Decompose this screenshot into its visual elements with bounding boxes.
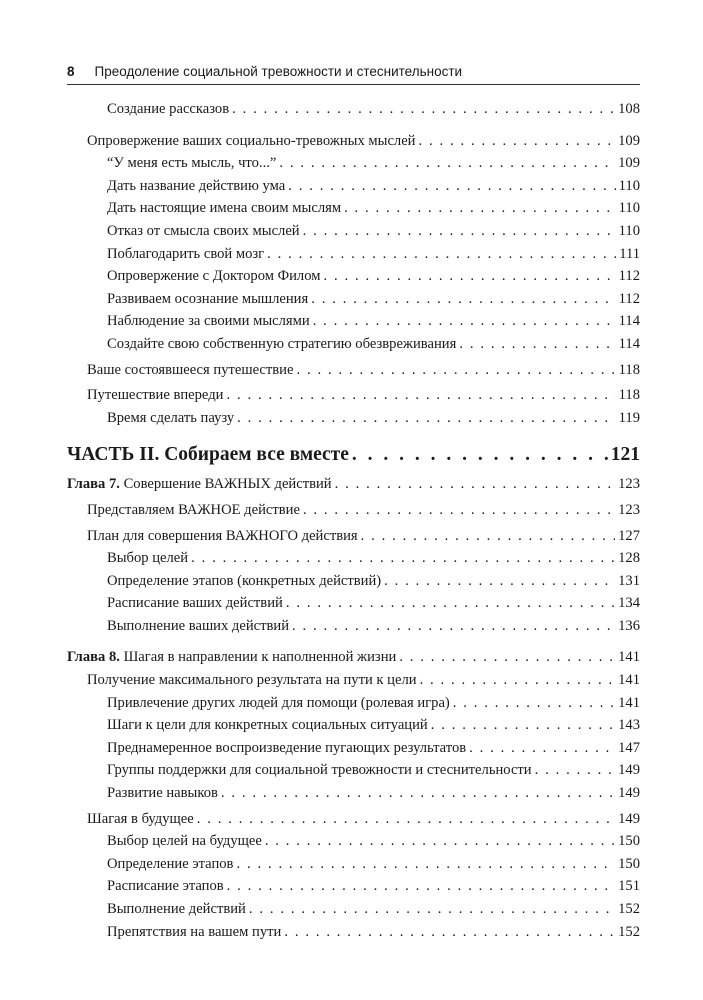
dot-leader <box>286 592 615 615</box>
page-number: 8 <box>67 64 75 79</box>
toc-subsection-entry <box>67 407 640 430</box>
toc-page-number: 149 <box>618 785 640 802</box>
dot-leader <box>191 547 615 570</box>
toc-subsection-entry <box>67 265 640 288</box>
dot-leader <box>236 853 615 876</box>
toc-entry-title: Преднамеренное воспроизведение пугающих результатов <box>107 739 467 756</box>
toc-section-entry <box>67 669 640 692</box>
toc-page-number: 136 <box>618 617 640 634</box>
dot-leader <box>197 808 615 831</box>
toc-section-entry <box>67 808 640 831</box>
toc-page-number: 110 <box>618 222 640 239</box>
toc-section-entry <box>67 359 640 382</box>
toc-entry-title: Выполнение ваших действий <box>107 617 290 634</box>
toc-page-number: 112 <box>618 290 640 307</box>
toc-entry-title: Расписание этапов <box>107 878 224 895</box>
toc-page-number: 150 <box>618 855 640 872</box>
toc-page-number: 123 <box>618 476 640 493</box>
toc-page-number: 141 <box>618 672 640 689</box>
dot-leader <box>227 875 615 898</box>
toc-subsection-entry <box>67 175 640 198</box>
toc-page-number: 121 <box>610 444 640 466</box>
toc-entry-title: Шагая в будущее <box>87 810 194 827</box>
toc-entry-title: Создание рассказов <box>107 101 230 117</box>
dot-leader <box>221 782 615 805</box>
toc-entry-title: Привлечение других людей для помощи (ролевая игра) <box>107 694 450 711</box>
toc-page-number: 118 <box>618 387 640 404</box>
toc-page-number: 149 <box>618 810 640 827</box>
dot-leader <box>288 175 615 198</box>
toc-page-number: 123 <box>618 501 640 518</box>
toc-entry-title: Выполнение действий <box>107 901 246 917</box>
toc-entry-title: Определение этапов <box>107 855 234 872</box>
dot-leader <box>313 310 616 333</box>
toc-page-number: 109 <box>618 155 640 172</box>
dot-leader <box>311 288 615 311</box>
toc-entry-title: Ваше состоявшееся путешествие <box>87 361 294 378</box>
toc-page-number: 118 <box>618 361 640 378</box>
toc-page-number: 128 <box>618 550 640 567</box>
dot-leader <box>296 359 615 382</box>
toc-entry-title: Шаги к цели для конкретных социальных ситуаций <box>107 717 428 734</box>
dot-leader <box>232 98 615 121</box>
book-title: Преодоление социальной тревожности и стеснительности <box>94 64 463 79</box>
toc-entry-title: Препятствия на вашем пути <box>107 923 282 940</box>
toc-subsection-entry <box>67 98 640 121</box>
dot-leader <box>303 220 616 243</box>
toc-entry-title: Путешествие впереди <box>87 387 224 404</box>
toc-subsection-entry <box>67 853 640 876</box>
toc-entry-title: “У меня есть мысль, что...” <box>107 155 277 172</box>
toc-entry-title: Развиваем осознание мышления <box>107 290 309 307</box>
chapter-title: Совершение ВАЖНЫХ действий <box>123 476 332 493</box>
dot-leader <box>292 615 615 638</box>
toc-subsection-entry <box>67 288 640 311</box>
dot-leader <box>237 407 615 430</box>
dot-leader <box>431 714 615 737</box>
toc-page-number: 110 <box>618 177 640 194</box>
toc-entry-title: Развитие навыков <box>107 785 218 802</box>
toc-subsection-entry <box>67 830 640 853</box>
dot-leader <box>267 243 616 266</box>
toc-subsection-entry <box>67 875 640 898</box>
toc-page-number: 141 <box>618 694 640 711</box>
chapter-title: Шагая в направлении к наполненной жизни <box>123 649 397 666</box>
toc-subsection-entry <box>67 333 640 356</box>
dot-leader <box>226 384 615 407</box>
toc-entry-title: Опровержение с Доктором Филом <box>107 268 321 285</box>
toc-subsection-entry <box>67 615 640 638</box>
toc-chapter-entry <box>67 473 640 496</box>
toc-subsection-entry <box>67 547 640 570</box>
toc-subsection-entry <box>67 570 640 593</box>
toc-entry-title: Опровержение ваших социально-тревожных мыслей <box>87 132 416 149</box>
toc-subsection-entry <box>67 921 640 944</box>
toc-section-entry <box>67 130 640 153</box>
toc-section-entry <box>67 384 640 407</box>
toc-entry-title: План для совершения ВАЖНОГО действия <box>87 527 358 544</box>
dot-leader <box>249 898 615 921</box>
chapter-label: Глава 7. <box>67 476 120 493</box>
toc-page-number: 152 <box>618 923 640 940</box>
dot-leader <box>284 921 615 944</box>
toc-entry-title: Группы поддержки для социальной тревожности и стеснительности <box>107 762 532 779</box>
toc-entry-title: ЧАСТЬ II. Собираем все вместе <box>67 444 349 466</box>
toc-subsection-entry <box>67 714 640 737</box>
table-of-contents <box>67 98 640 943</box>
dot-leader <box>335 473 616 496</box>
toc-page-number: 108 <box>618 101 640 117</box>
toc-page-number: 114 <box>618 313 640 330</box>
toc-entry-title: Представляем ВАЖНОЕ действие <box>87 501 300 518</box>
toc-subsection-entry <box>67 759 640 782</box>
toc-subsection-entry <box>67 197 640 220</box>
toc-page-number: 143 <box>618 717 640 734</box>
toc-page-number: 152 <box>618 901 640 917</box>
toc-entry-title: Получение максимального результата на пути к цели <box>87 672 417 689</box>
dot-leader <box>384 570 615 593</box>
toc-page-number: 119 <box>618 409 640 426</box>
toc-subsection-entry <box>67 152 640 175</box>
toc-entry-title: Определение этапов (конкретных действий) <box>107 572 382 589</box>
dot-leader <box>344 197 616 220</box>
dot-leader <box>419 130 616 153</box>
toc-subsection-entry <box>67 310 640 333</box>
toc-entry-title: Выбор целей на будущее <box>107 833 262 850</box>
toc-page-number: 134 <box>618 595 640 612</box>
dot-leader <box>265 830 615 853</box>
toc-subsection-entry <box>67 737 640 760</box>
toc-page-number: 141 <box>618 649 640 666</box>
toc-entry-title: Выбор целей <box>107 550 189 567</box>
toc-page-number: 151 <box>618 878 640 895</box>
toc-entry-title: Время сделать паузу <box>107 409 235 426</box>
toc-page-number: 112 <box>618 268 640 285</box>
toc-entry-title <box>67 646 396 669</box>
dot-leader <box>361 525 615 548</box>
running-header <box>67 62 640 85</box>
toc-entry-title: Дать название действию ума <box>107 177 286 194</box>
toc-page-number: 109 <box>618 132 640 149</box>
toc-subsection-entry <box>67 692 640 715</box>
toc-page-number: 131 <box>618 572 640 589</box>
toc-section-entry <box>67 525 640 548</box>
toc-entry-title <box>67 473 332 496</box>
toc-entry-title: Дать настоящие имена своим мыслям <box>107 200 342 217</box>
toc-entry-title: Отказ от смысла своих мыслей <box>107 222 300 239</box>
toc-subsection-entry <box>67 592 640 615</box>
dot-leader <box>420 669 616 692</box>
toc-entry-title: Наблюдение за своими мыслями <box>107 313 310 330</box>
toc-page-number: 127 <box>618 527 640 544</box>
chapter-label: Глава 8. <box>67 649 120 666</box>
toc-page-number: 149 <box>618 762 640 779</box>
toc-entry-title: Поблагодарить свой мозг <box>107 245 265 262</box>
toc-subsection-entry <box>67 782 640 805</box>
toc-page-number: 147 <box>618 739 640 756</box>
dot-leader <box>469 737 615 760</box>
dot-leader <box>535 759 616 782</box>
toc-subsection-entry <box>67 220 640 243</box>
toc-subsection-entry <box>67 243 640 266</box>
toc-page-number: 110 <box>618 200 640 217</box>
dot-leader <box>352 440 608 470</box>
dot-leader <box>399 646 615 669</box>
dot-leader <box>453 692 615 715</box>
toc-page-number: 150 <box>618 833 640 850</box>
toc-page-number: 114 <box>618 335 640 352</box>
toc-chapter-entry <box>67 646 640 669</box>
toc-section-entry <box>67 499 640 522</box>
toc-part-entry <box>67 440 640 470</box>
toc-subsection-entry <box>67 898 640 921</box>
dot-leader <box>303 499 615 522</box>
toc-page-number: 111 <box>619 245 640 262</box>
dot-leader <box>459 333 615 356</box>
toc-entry-title: Создайте свою собственную стратегию обезвреживания <box>107 335 457 352</box>
dot-leader <box>323 265 615 288</box>
toc-entry-title: Расписание ваших действий <box>107 595 283 612</box>
dot-leader <box>279 152 615 175</box>
